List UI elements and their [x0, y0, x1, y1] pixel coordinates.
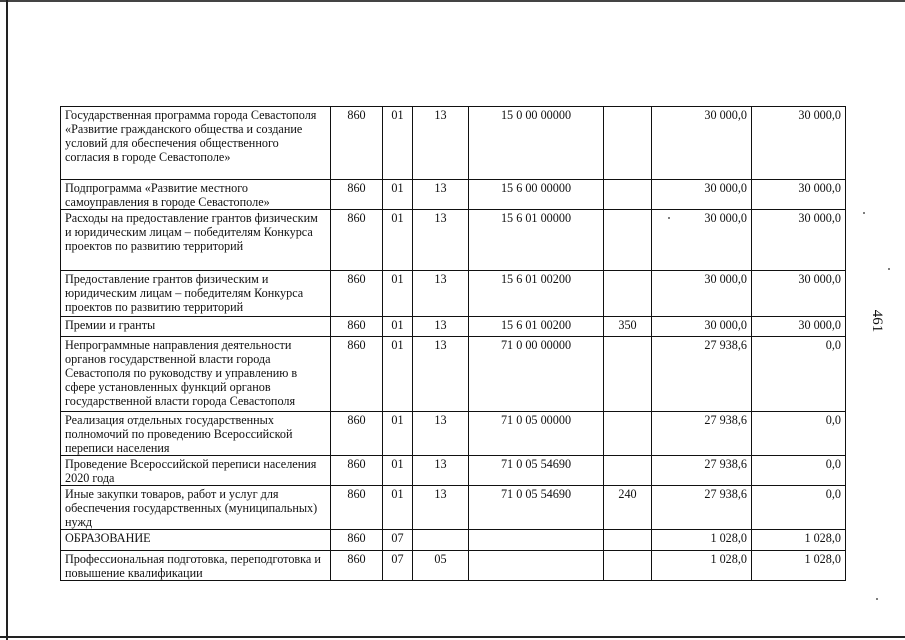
cell-target-article-code: 71 0 05 54690 [469, 486, 604, 530]
cell-department-code: 860 [331, 486, 383, 530]
cell-expense-type-code [604, 456, 652, 486]
cell-subsection-code: 13 [413, 210, 469, 271]
cell-section-code: 07 [383, 530, 413, 551]
table-row [61, 530, 846, 551]
table-row [61, 456, 846, 486]
cell-amount-year-2: 30 000,0 [752, 107, 846, 180]
table-row [61, 551, 846, 581]
cell-amount-year-1: 1 028,0 [652, 551, 752, 581]
cell-amount-year-1: 27 938,6 [652, 486, 752, 530]
cell-department-code: 860 [331, 530, 383, 551]
cell-expense-type-code [604, 271, 652, 317]
cell-section-code: 01 [383, 180, 413, 210]
cell-expense-type-code [604, 107, 652, 180]
cell-target-article-code: 71 0 05 54690 [469, 456, 604, 486]
cell-department-code: 860 [331, 337, 383, 412]
scan-speck [876, 598, 878, 600]
cell-target-article-code [469, 530, 604, 551]
cell-expense-name: Государственная программа города Севастополя «Развитие гражданского общества и создание условий для обеспечения общественного согласия в городе Севастополе» [61, 107, 331, 180]
cell-expense-type-code [604, 412, 652, 456]
cell-amount-year-1: 1 028,0 [652, 530, 752, 551]
cell-expense-name: ОБРАЗОВАНИЕ [61, 530, 331, 551]
cell-section-code: 01 [383, 486, 413, 530]
cell-amount-year-2: 0,0 [752, 337, 846, 412]
cell-amount-year-2: 0,0 [752, 486, 846, 530]
cell-amount-year-2: 1 028,0 [752, 530, 846, 551]
scan-speck [888, 268, 890, 270]
cell-subsection-code: 13 [413, 180, 469, 210]
cell-amount-year-2: 1 028,0 [752, 551, 846, 581]
cell-department-code: 860 [331, 180, 383, 210]
cell-expense-name: Непрограммные направления деятельности органов государственной власти города Севастополя по руководству и управлению в сфере установленных функций органов государственной власти города Севастополя [61, 337, 331, 412]
table-row [61, 271, 846, 317]
cell-subsection-code: 13 [413, 317, 469, 337]
cell-amount-year-2: 30 000,0 [752, 180, 846, 210]
cell-amount-year-1: 30 000,0 [652, 317, 752, 337]
cell-department-code: 860 [331, 456, 383, 486]
table-row [61, 317, 846, 337]
cell-expense-name: Предоставление грантов физическим и юридическим лицам – победителям Конкурса проектов по развитию территорий [61, 271, 331, 317]
cell-expense-type-code [604, 530, 652, 551]
cell-expense-name: Расходы на предоставление грантов физическим и юридическим лицам – победителям Конкурса проектов по развитию территорий [61, 210, 331, 271]
cell-expense-type-code [604, 210, 652, 271]
cell-expense-type-code: 240 [604, 486, 652, 530]
table-row [61, 412, 846, 456]
table-row [61, 337, 846, 412]
budget-table [60, 106, 846, 581]
cell-amount-year-2: 30 000,0 [752, 271, 846, 317]
cell-amount-year-1: 27 938,6 [652, 337, 752, 412]
cell-amount-year-1: 30 000,0 [652, 271, 752, 317]
cell-expense-name: Иные закупки товаров, работ и услуг для обеспечения государственных (муниципальных) нужд [61, 486, 331, 530]
cell-subsection-code: 13 [413, 271, 469, 317]
cell-amount-year-2: 30 000,0 [752, 210, 846, 271]
cell-target-article-code: 71 0 00 00000 [469, 337, 604, 412]
table-row [61, 486, 846, 530]
table-row [61, 210, 846, 271]
cell-department-code: 860 [331, 271, 383, 317]
cell-subsection-code: 13 [413, 107, 469, 180]
cell-expense-type-code: 350 [604, 317, 652, 337]
cell-expense-type-code [604, 551, 652, 581]
table-row [61, 107, 846, 180]
cell-subsection-code: 13 [413, 486, 469, 530]
cell-amount-year-1: 27 938,6 [652, 412, 752, 456]
cell-target-article-code: 71 0 05 00000 [469, 412, 604, 456]
cell-amount-year-2: 0,0 [752, 412, 846, 456]
cell-amount-year-2: 0,0 [752, 456, 846, 486]
cell-amount-year-1: 27 938,6 [652, 456, 752, 486]
table-row [61, 180, 846, 210]
cell-department-code: 860 [331, 412, 383, 456]
cell-department-code: 860 [331, 210, 383, 271]
cell-section-code: 01 [383, 107, 413, 180]
cell-section-code: 01 [383, 412, 413, 456]
cell-department-code: 860 [331, 107, 383, 180]
cell-expense-type-code [604, 337, 652, 412]
cell-section-code: 07 [383, 551, 413, 581]
cell-target-article-code: 15 6 01 00200 [469, 317, 604, 337]
cell-target-article-code: 15 6 01 00000 [469, 210, 604, 271]
cell-section-code: 01 [383, 210, 413, 271]
cell-target-article-code: 15 6 00 00000 [469, 180, 604, 210]
cell-section-code: 01 [383, 337, 413, 412]
cell-subsection-code: 13 [413, 456, 469, 486]
cell-target-article-code: 15 0 00 00000 [469, 107, 604, 180]
cell-section-code: 01 [383, 456, 413, 486]
cell-department-code: 860 [331, 317, 383, 337]
scan-top-edge [0, 0, 905, 2]
cell-expense-type-code [604, 180, 652, 210]
cell-subsection-code: 05 [413, 551, 469, 581]
cell-amount-year-1: 30 000,0 [652, 180, 752, 210]
scan-bottom-edge [0, 636, 905, 638]
cell-department-code: 860 [331, 551, 383, 581]
cell-expense-name: Подпрограмма «Развитие местного самоуправления в городе Севастополе» [61, 180, 331, 210]
cell-subsection-code: 13 [413, 412, 469, 456]
cell-amount-year-1: 30 000,0 [652, 210, 752, 271]
cell-target-article-code: 15 6 01 00200 [469, 271, 604, 317]
cell-section-code: 01 [383, 271, 413, 317]
cell-expense-name: Профессиональная подготовка, переподготовка и повышение квалификации [61, 551, 331, 581]
cell-section-code: 01 [383, 317, 413, 337]
cell-expense-name: Реализация отдельных государственных полномочий по проведению Всероссийской переписи населения [61, 412, 331, 456]
cell-subsection-code [413, 530, 469, 551]
scan-speck [863, 212, 865, 214]
cell-expense-name: Премии и гранты [61, 317, 331, 337]
cell-subsection-code: 13 [413, 337, 469, 412]
cell-target-article-code [469, 551, 604, 581]
scan-left-edge [6, 0, 8, 640]
cell-amount-year-2: 30 000,0 [752, 317, 846, 337]
page-number: 461 [869, 309, 886, 333]
cell-amount-year-1: 30 000,0 [652, 107, 752, 180]
budget-table-body [61, 107, 846, 581]
cell-expense-name: Проведение Всероссийской переписи населения 2020 года [61, 456, 331, 486]
